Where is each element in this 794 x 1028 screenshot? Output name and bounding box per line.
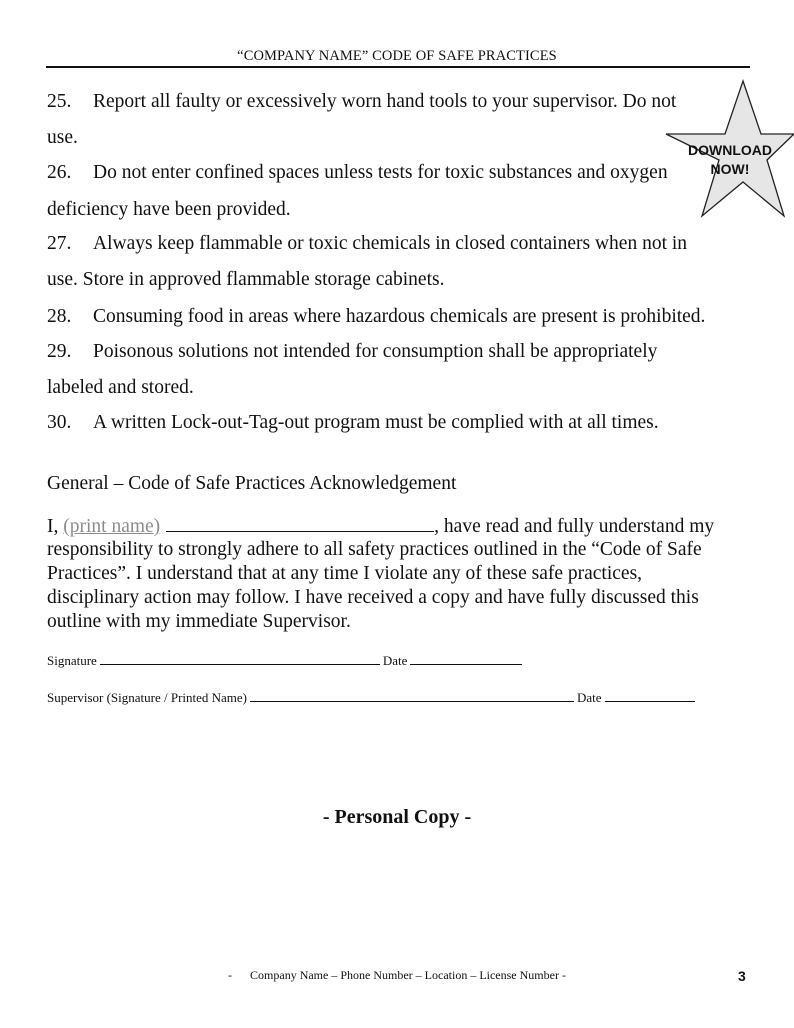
- item-text: A written Lock-out-Tag-out program must be complied with at all times.: [93, 412, 659, 433]
- list-item-26-cont: deficiency have been provided.: [47, 199, 291, 220]
- list-item-30: [47, 411, 659, 435]
- item-text: Report all faulty or excessively worn hand tools to your supervisor. Do not: [93, 91, 677, 112]
- acknowledgement-line: responsibility to strongly adhere to all safety practices outlined in the “Code of Safe: [47, 539, 702, 560]
- item-number: 26.: [47, 162, 72, 183]
- item-text: Poisonous solutions not intended for consumption shall be appropriately: [93, 341, 658, 362]
- page-header-title: “COMPANY NAME” CODE OF SAFE PRACTICES: [237, 48, 557, 64]
- ack-after-blank: , have read and fully understand my: [434, 516, 715, 537]
- acknowledgement-line: outline with my immediate Supervisor.: [47, 611, 351, 632]
- date-field[interactable]: [410, 652, 522, 665]
- signature-field[interactable]: [100, 652, 380, 665]
- list-item-25-cont: use.: [47, 127, 78, 148]
- list-item-25: [47, 90, 676, 114]
- download-badge-line1: DOWNLOAD: [688, 142, 772, 158]
- signature-row: [47, 652, 525, 669]
- print-name-blank-line[interactable]: [166, 514, 434, 532]
- item-text: Always keep flammable or toxic chemicals in closed containers when not in: [93, 233, 688, 254]
- item-text: Do not enter confined spaces unless tests for toxic substances and oxygen: [93, 162, 668, 183]
- download-now-badge[interactable]: [664, 76, 794, 226]
- page-number: 3: [738, 968, 746, 984]
- acknowledgement-heading: General – Code of Safe Practices Acknowledgement: [47, 473, 457, 494]
- print-name-field[interactable]: (print name): [63, 516, 161, 537]
- list-item-27-cont: use. Store in approved flammable storage cabinets.: [47, 269, 445, 290]
- list-item-29: [47, 340, 657, 364]
- acknowledgement-line: Practices”. I understand that at any time I violate any of these safe practices,: [47, 563, 643, 584]
- item-number: 25.: [47, 91, 72, 112]
- acknowledgement-line: disciplinary action may follow. I have received a copy and have fully discussed this: [47, 587, 699, 608]
- item-number: 28.: [47, 306, 72, 327]
- footer-text: - Company Name – Phone Number – Location – License Number -: [228, 968, 566, 982]
- item-text: Consuming food in areas where hazardous chemicals are present is prohibited.: [93, 306, 706, 327]
- supervisor-signature-field[interactable]: [250, 689, 574, 702]
- supervisor-date-field[interactable]: [605, 689, 695, 702]
- ack-intro: I,: [47, 516, 64, 537]
- personal-copy-label: - Personal Copy -: [322, 806, 472, 828]
- list-item-27: [47, 232, 687, 256]
- supervisor-row: [47, 689, 698, 706]
- date-label: Date: [382, 653, 408, 668]
- header-rule: [46, 66, 750, 68]
- acknowledgement-first-line: [47, 514, 714, 539]
- item-number: 30.: [47, 412, 72, 433]
- item-number: 27.: [47, 233, 72, 254]
- list-item-28: [47, 305, 705, 329]
- supervisor-date-label: Date: [577, 690, 602, 705]
- list-item-29-cont: labeled and stored.: [47, 377, 194, 398]
- download-badge-line2: NOW!: [710, 161, 750, 177]
- item-number: 29.: [47, 341, 72, 362]
- supervisor-label: Supervisor (Signature / Printed Name): [47, 690, 248, 705]
- signature-label: Signature: [47, 653, 97, 668]
- list-item-26: [47, 161, 668, 185]
